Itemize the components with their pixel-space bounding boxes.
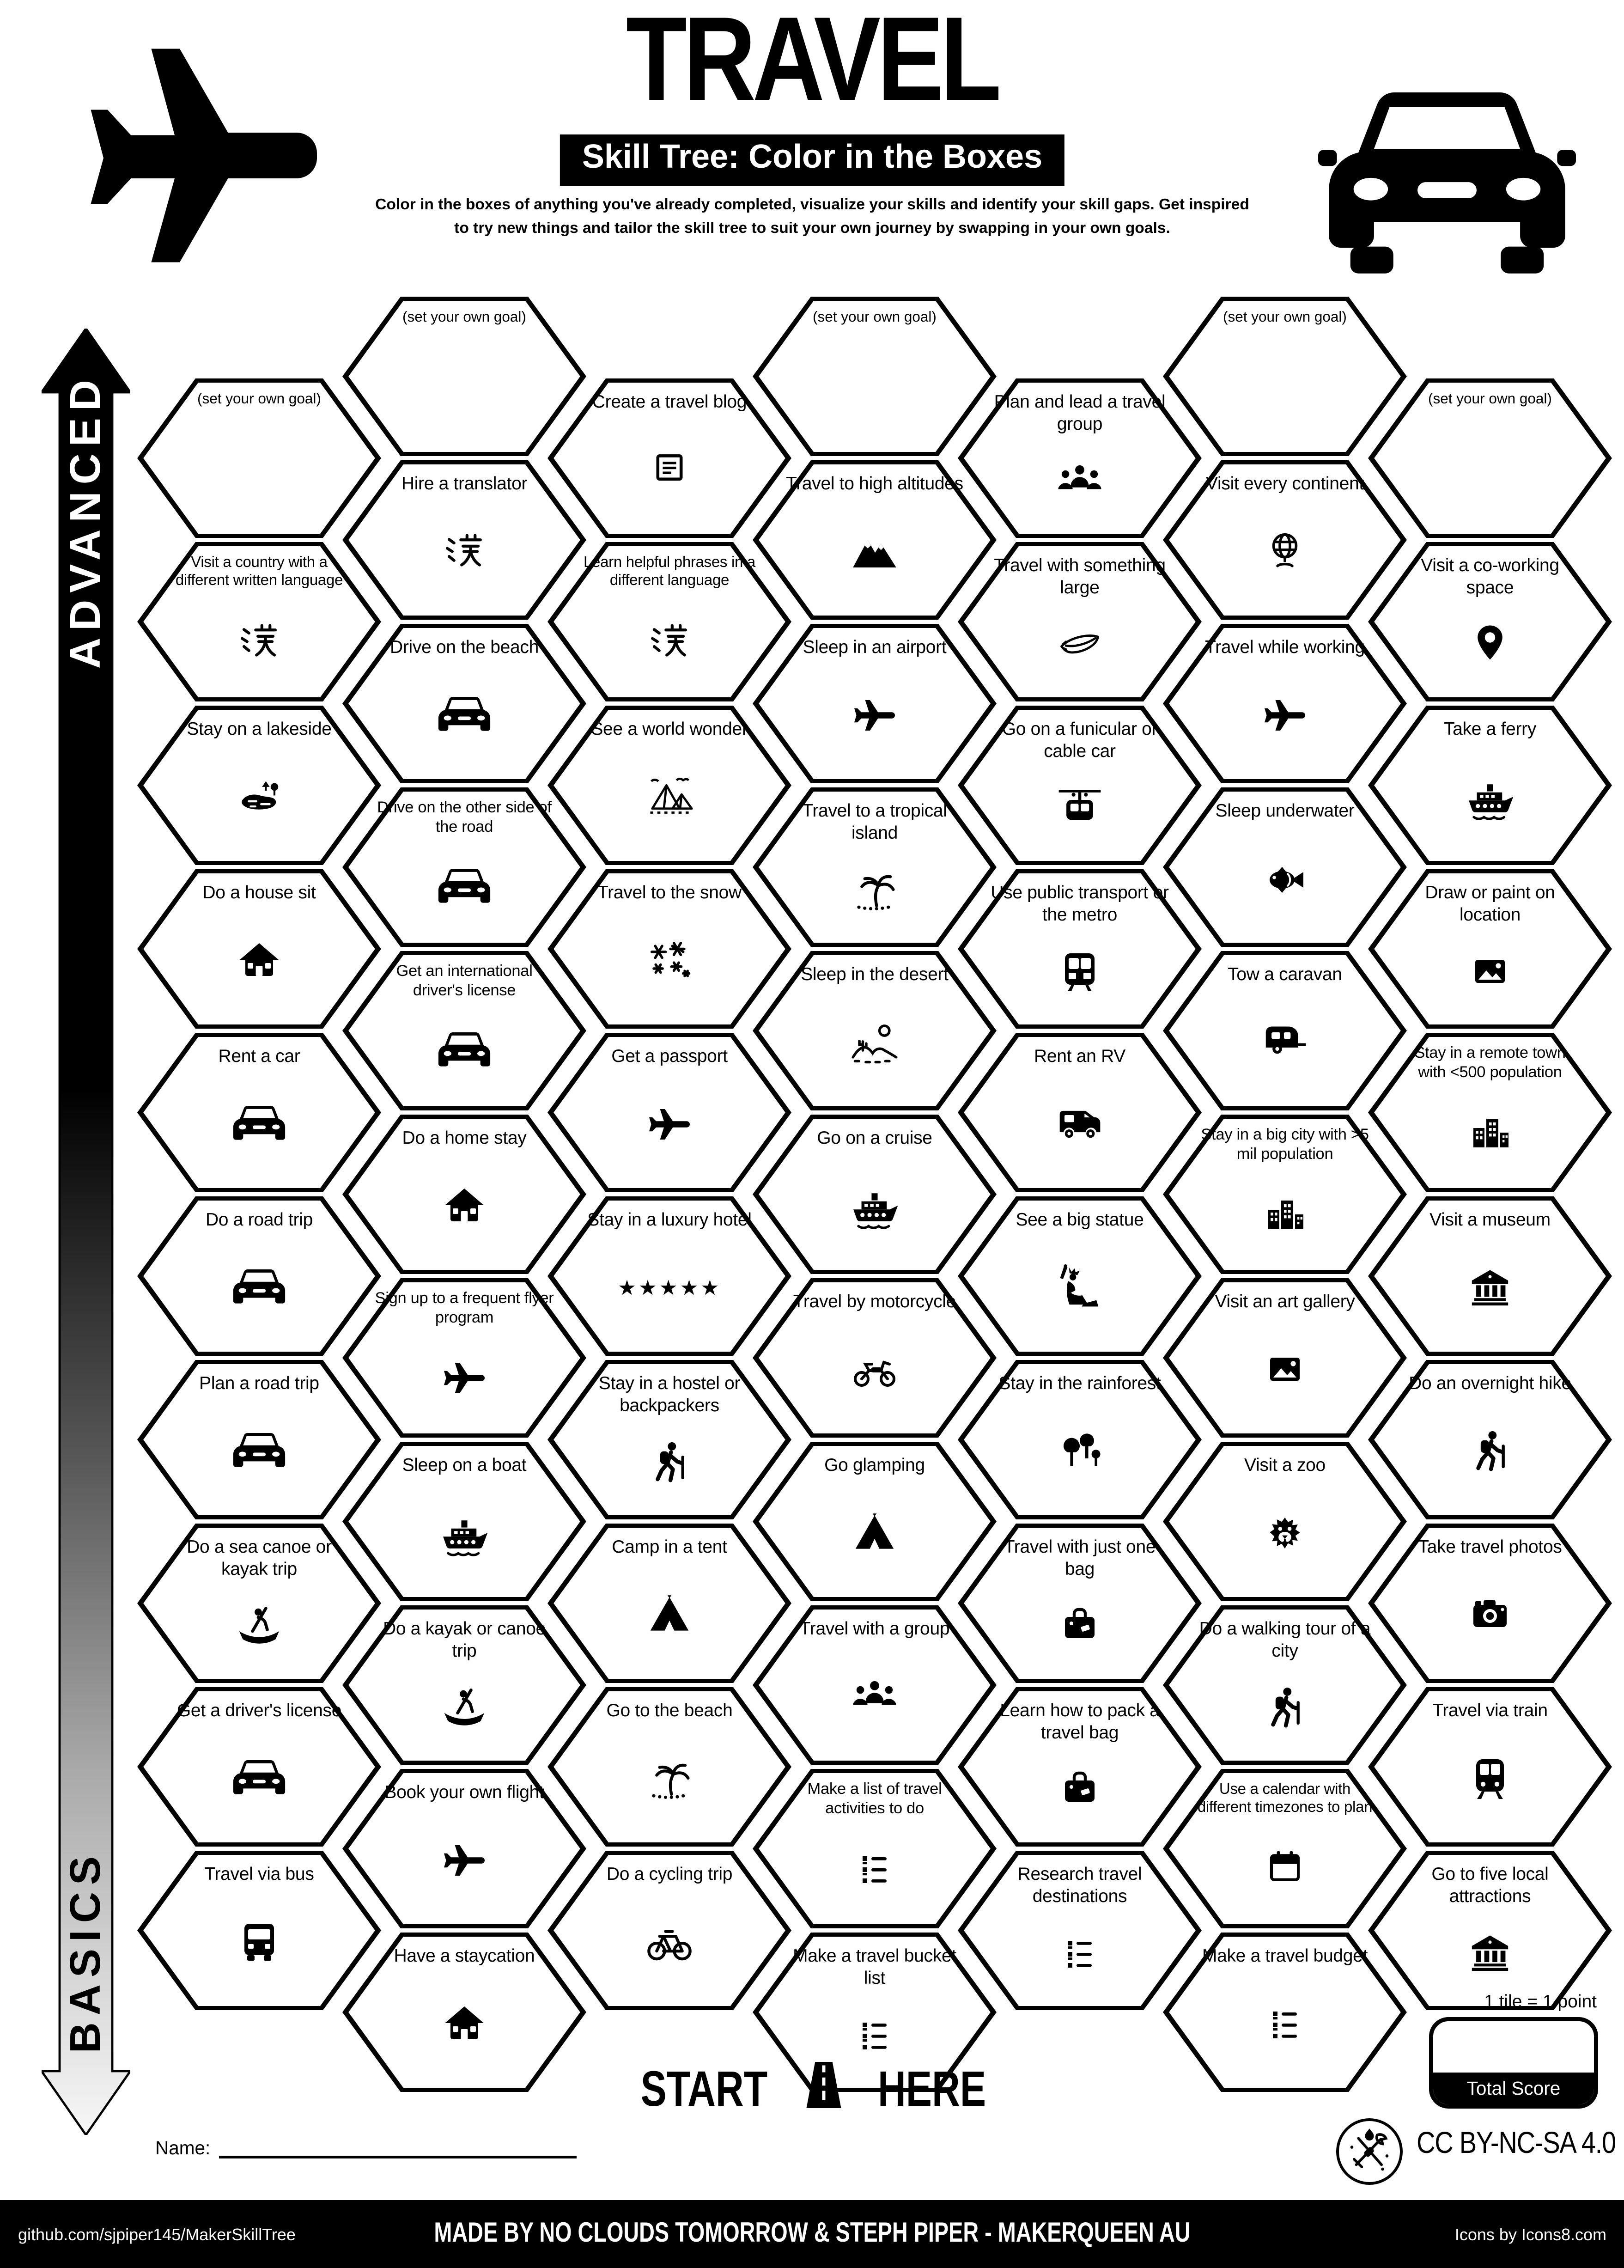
hex-label: Stay in a remote town with <500 population — [1414, 1045, 1566, 1081]
hex-label: Visit a co-working space — [1421, 555, 1559, 597]
basics-label: BASICS — [61, 1850, 109, 2054]
hex-label: Get a passport — [611, 1045, 728, 1066]
total-score-label: Total Score — [1433, 2073, 1594, 2104]
hex-label: Stay in a hostel or backpackers — [598, 1372, 741, 1415]
hex-label: Go on a cruise — [817, 1127, 932, 1148]
hex-content — [1368, 1360, 1612, 1519]
car-icon — [230, 1067, 288, 1181]
list-icon — [850, 1820, 900, 1917]
hex-tile-travel-via-train[interactable] — [1368, 1687, 1612, 1847]
car-icon — [230, 1721, 288, 1835]
hex-label: Travel to a tropical island — [802, 800, 947, 842]
hex-content — [1368, 1033, 1612, 1192]
hex-label: Have a staycation — [394, 1945, 535, 1966]
page-description — [313, 194, 1311, 241]
hex-label: Drive on the other side of the road — [377, 800, 552, 836]
picture-icon — [1257, 1312, 1313, 1427]
hex-label: (set your own goal) — [402, 309, 526, 326]
hex-label: Travel with a group — [799, 1618, 950, 1639]
bus-icon — [233, 1885, 286, 1999]
hex-label: Sleep in an airport — [803, 636, 947, 657]
car-icon — [435, 658, 493, 772]
start-word: START — [640, 2059, 768, 2116]
advanced-label: ADVANCED — [61, 373, 109, 670]
maker-tools-icon — [1336, 2118, 1403, 2185]
car-icon — [230, 1231, 288, 1345]
hex-label: (set your own goal) — [197, 391, 321, 408]
plane-icon — [1257, 658, 1313, 772]
lakeside-icon — [231, 740, 287, 854]
hex-label: Stay in a luxury hotel — [587, 1209, 752, 1230]
hex-label: Go to the beach — [606, 1700, 733, 1720]
car-icon — [435, 838, 493, 936]
hex-label: Visit a country with a different written language — [175, 555, 343, 590]
hex-label: See a big statue — [1016, 1209, 1144, 1230]
car-icon — [1317, 69, 1577, 291]
footer-credit: MADE BY NO CLOUDS TOMORROW & STEPH PIPER - MAKERQUEEN AU — [434, 2218, 1191, 2249]
fish-icon — [1257, 822, 1313, 936]
canoe-icon — [435, 1661, 493, 1754]
hex-label: Get an international driver's license — [396, 963, 533, 1000]
hex-label: (set your own goal) — [1428, 391, 1552, 408]
hex-tile-draw-or-paint-on-location[interactable] — [1368, 869, 1612, 1029]
palm-icon — [642, 1721, 697, 1835]
hex-label: Stay on a lakeside — [187, 718, 332, 739]
license-text: CC BY-NC-SA 4.0 — [1417, 2125, 1616, 2160]
five-stars-icon — [618, 1231, 721, 1345]
house-icon — [438, 1149, 491, 1263]
hex-label: Do a road trip — [205, 1209, 313, 1230]
hex-label: Stay in the rainforest — [998, 1372, 1161, 1393]
picture-icon — [1462, 925, 1518, 1018]
hex-label: Make a travel bucket list — [793, 1945, 956, 1988]
hex-label: Travel to high altitudes — [786, 473, 963, 494]
hex-label: Draw or paint on location — [1425, 882, 1555, 924]
desert-icon — [845, 985, 904, 1099]
hex-label: Make a travel budget — [1202, 1945, 1368, 1966]
tent-icon — [640, 1558, 699, 1672]
hex-label: Sleep underwater — [1215, 800, 1355, 821]
hiker-icon — [1257, 1661, 1313, 1754]
footer-bar — [0, 2200, 1624, 2268]
name-label: Name: — [155, 2138, 211, 2158]
museum-icon — [1464, 1231, 1516, 1345]
page-subtitle: Skill Tree: Color in the Boxes — [560, 134, 1064, 186]
hex-label: Do a cycling trip — [606, 1863, 733, 1884]
globe-icon — [1259, 494, 1311, 609]
hex-label: Plan a road trip — [199, 1372, 319, 1393]
hex-label: Travel while working — [1205, 636, 1365, 657]
hex-label: Rent an RV — [1034, 1045, 1125, 1066]
kanji-icon — [439, 494, 489, 609]
hex-tile-set-your-own-goal[interactable] — [1368, 378, 1612, 538]
ship-icon — [845, 1149, 904, 1263]
kanji-icon — [234, 591, 284, 690]
bicycle-icon — [640, 1885, 699, 1999]
hex-content — [1368, 1524, 1612, 1683]
canoe-icon — [230, 1579, 288, 1672]
group-icon — [1051, 434, 1109, 527]
bag-icon — [1053, 1743, 1106, 1835]
hex-content — [1368, 1851, 1612, 2010]
hex-label: Do a kayak or canoe trip — [383, 1618, 546, 1660]
hex-label: Tow a caravan — [1228, 963, 1342, 984]
hex-tile-take-a-ferry[interactable] — [1368, 706, 1612, 865]
hex-label: Sleep in the desert — [801, 963, 949, 984]
caravan-icon — [1256, 985, 1314, 1099]
train-icon — [1465, 1721, 1515, 1835]
palm-icon — [847, 843, 902, 936]
hex-label: Do a house sit — [202, 882, 316, 902]
ship-icon — [1461, 740, 1519, 854]
hex-label: See a world wonder — [591, 718, 748, 739]
cablecar-icon — [1053, 762, 1106, 854]
hex-label: Camp in a tent — [612, 1536, 727, 1557]
hex-label: Go on a funicular or cable car — [1002, 718, 1158, 761]
name-field — [155, 2135, 576, 2158]
hex-label: Take a ferry — [1443, 718, 1537, 739]
here-word: HERE — [878, 2059, 987, 2116]
five-stars-icon: ★★★★★ — [617, 1276, 722, 1300]
hex-label: (set your own goal) — [813, 309, 937, 326]
hex-label: Go to five local attractions — [1431, 1863, 1549, 1906]
snow-icon — [642, 903, 697, 1018]
mountains-icon — [844, 494, 905, 609]
hex-label: Visit a museum — [1429, 1209, 1551, 1230]
hex-content — [1368, 542, 1612, 701]
hex-label: Do a walking tour of a city — [1199, 1618, 1371, 1660]
hex-label: Travel to the snow — [597, 882, 742, 902]
hex-tile-visit-a-museum[interactable] — [1368, 1196, 1612, 1356]
road-icon — [797, 2055, 852, 2122]
pin-icon — [1468, 598, 1512, 690]
museum-icon — [1464, 1907, 1516, 1999]
car-icon — [230, 1394, 288, 1508]
ship-icon — [435, 1476, 493, 1590]
hex-content — [1368, 706, 1612, 865]
hex-label: Travel via bus — [204, 1863, 314, 1884]
motorcycle-icon — [845, 1312, 904, 1427]
house-icon — [233, 903, 286, 1018]
surfboard-icon — [1049, 598, 1110, 690]
hex-label: Use a calendar with different timezones to plan — [1197, 1781, 1373, 1817]
description-line-2: to try new things and tailor the skill tree to suit your own journey by swapping in your own goals. — [454, 220, 1170, 237]
hex-content — [1368, 378, 1612, 538]
hex-label: Rent a car — [218, 1045, 300, 1066]
statue-icon — [1052, 1231, 1107, 1345]
pyramids-icon — [639, 740, 700, 854]
hex-label: Book your own flight — [384, 1781, 544, 1802]
plane-icon — [437, 1329, 492, 1427]
hex-label: Travel with something large — [994, 555, 1166, 597]
hex-label: (set your own goal) — [1223, 309, 1347, 326]
hex-content — [1368, 1196, 1612, 1356]
hex-label: Go glamping — [824, 1454, 925, 1475]
hex-tile-visit-a-co-working-space[interactable] — [1368, 542, 1612, 701]
name-input-line[interactable] — [219, 2135, 576, 2158]
hex-label: Do an overnight hike — [1409, 1372, 1571, 1393]
hex-label: Sign up to a frequent flyer program — [375, 1291, 554, 1327]
hex-label: Take travel photos — [1418, 1536, 1562, 1557]
hex-label: Get a driver's license — [176, 1700, 342, 1720]
hex-label: Do a home stay — [402, 1127, 527, 1148]
hex-tile-go-to-five-local-attractions[interactable] — [1368, 1851, 1612, 2010]
hex-label: Travel via train — [1432, 1700, 1548, 1720]
plane-icon — [642, 1067, 697, 1181]
hex-label: Plan and lead a travel group — [994, 391, 1166, 433]
hex-label: Use public transport or the metro — [991, 882, 1169, 924]
description-line-1: Color in the boxes of anything you've already completed, visualize your skills and identify your skill gaps. Get inspired — [375, 197, 1249, 213]
hex-label: Travel with just one bag — [1004, 1536, 1156, 1579]
hex-tile-stay-in-a-remote-town-with-500-populatio[interactable] — [1368, 1033, 1612, 1192]
city-icon — [1464, 1084, 1516, 1181]
hex-label: Visit a zoo — [1244, 1454, 1326, 1475]
lion-icon — [1259, 1476, 1311, 1590]
hex-label: Learn how to pack a travel bag — [1000, 1700, 1160, 1742]
points-note: 1 tile = 1 point — [1484, 1991, 1597, 2012]
footer-github-link[interactable]: github.com/sjpiper145/MakerSkillTree — [18, 2224, 296, 2244]
hex-label: Visit an art gallery — [1215, 1291, 1355, 1311]
plane-icon — [847, 658, 902, 772]
hex-label: Make a list of travel activities to do — [807, 1781, 942, 1817]
car-icon — [435, 1002, 493, 1099]
hex-label: Research travel destinations — [1017, 1863, 1142, 1906]
airplane-icon — [72, 36, 338, 287]
hiker-icon — [1462, 1394, 1518, 1508]
house-icon — [438, 1967, 491, 2081]
hex-tile-do-an-overnight-hike[interactable] — [1368, 1360, 1612, 1519]
hex-content — [1368, 1687, 1612, 1847]
hex-tile-take-travel-photos[interactable] — [1368, 1524, 1612, 1683]
page-title: TRAVEL — [626, 0, 998, 126]
bag-icon — [1053, 1579, 1106, 1672]
hex-content — [1368, 869, 1612, 1029]
tent-icon — [845, 1476, 904, 1590]
plane-icon — [437, 1803, 492, 1917]
hex-label: Drive on the beach — [389, 636, 539, 657]
hex-label: Visit every continent — [1206, 473, 1364, 494]
hex-label: Do a sea canoe or kayak trip — [187, 1536, 332, 1579]
hex-label: Stay in a big city with >5 mil population — [1201, 1127, 1369, 1163]
list-icon — [1055, 1907, 1105, 1999]
rv-icon — [1051, 1067, 1109, 1181]
hex-label: Hire a translator — [401, 473, 528, 494]
hiker-icon — [642, 1416, 697, 1508]
group-icon — [845, 1640, 904, 1754]
start-here — [623, 2055, 1002, 2122]
hex-label: Learn helpful phrases in a different language — [584, 555, 755, 590]
hex-label: Create a travel blog — [592, 391, 747, 412]
list-icon — [1260, 1967, 1310, 2081]
calendar-icon — [1260, 1818, 1310, 1917]
blog-icon — [645, 413, 694, 527]
city-icon — [1259, 1165, 1311, 1263]
metro-icon — [1055, 925, 1105, 1018]
camera-icon — [1462, 1558, 1518, 1672]
rainforest-icon — [1052, 1394, 1107, 1508]
hex-label: Sleep on a boat — [402, 1454, 527, 1475]
total-score-box[interactable] — [1429, 2017, 1598, 2109]
hex-label: Travel by motorcycle — [793, 1291, 956, 1311]
footer-icons-credit[interactable]: Icons by Icons8.com — [1454, 2224, 1606, 2244]
kanji-icon — [645, 591, 694, 690]
